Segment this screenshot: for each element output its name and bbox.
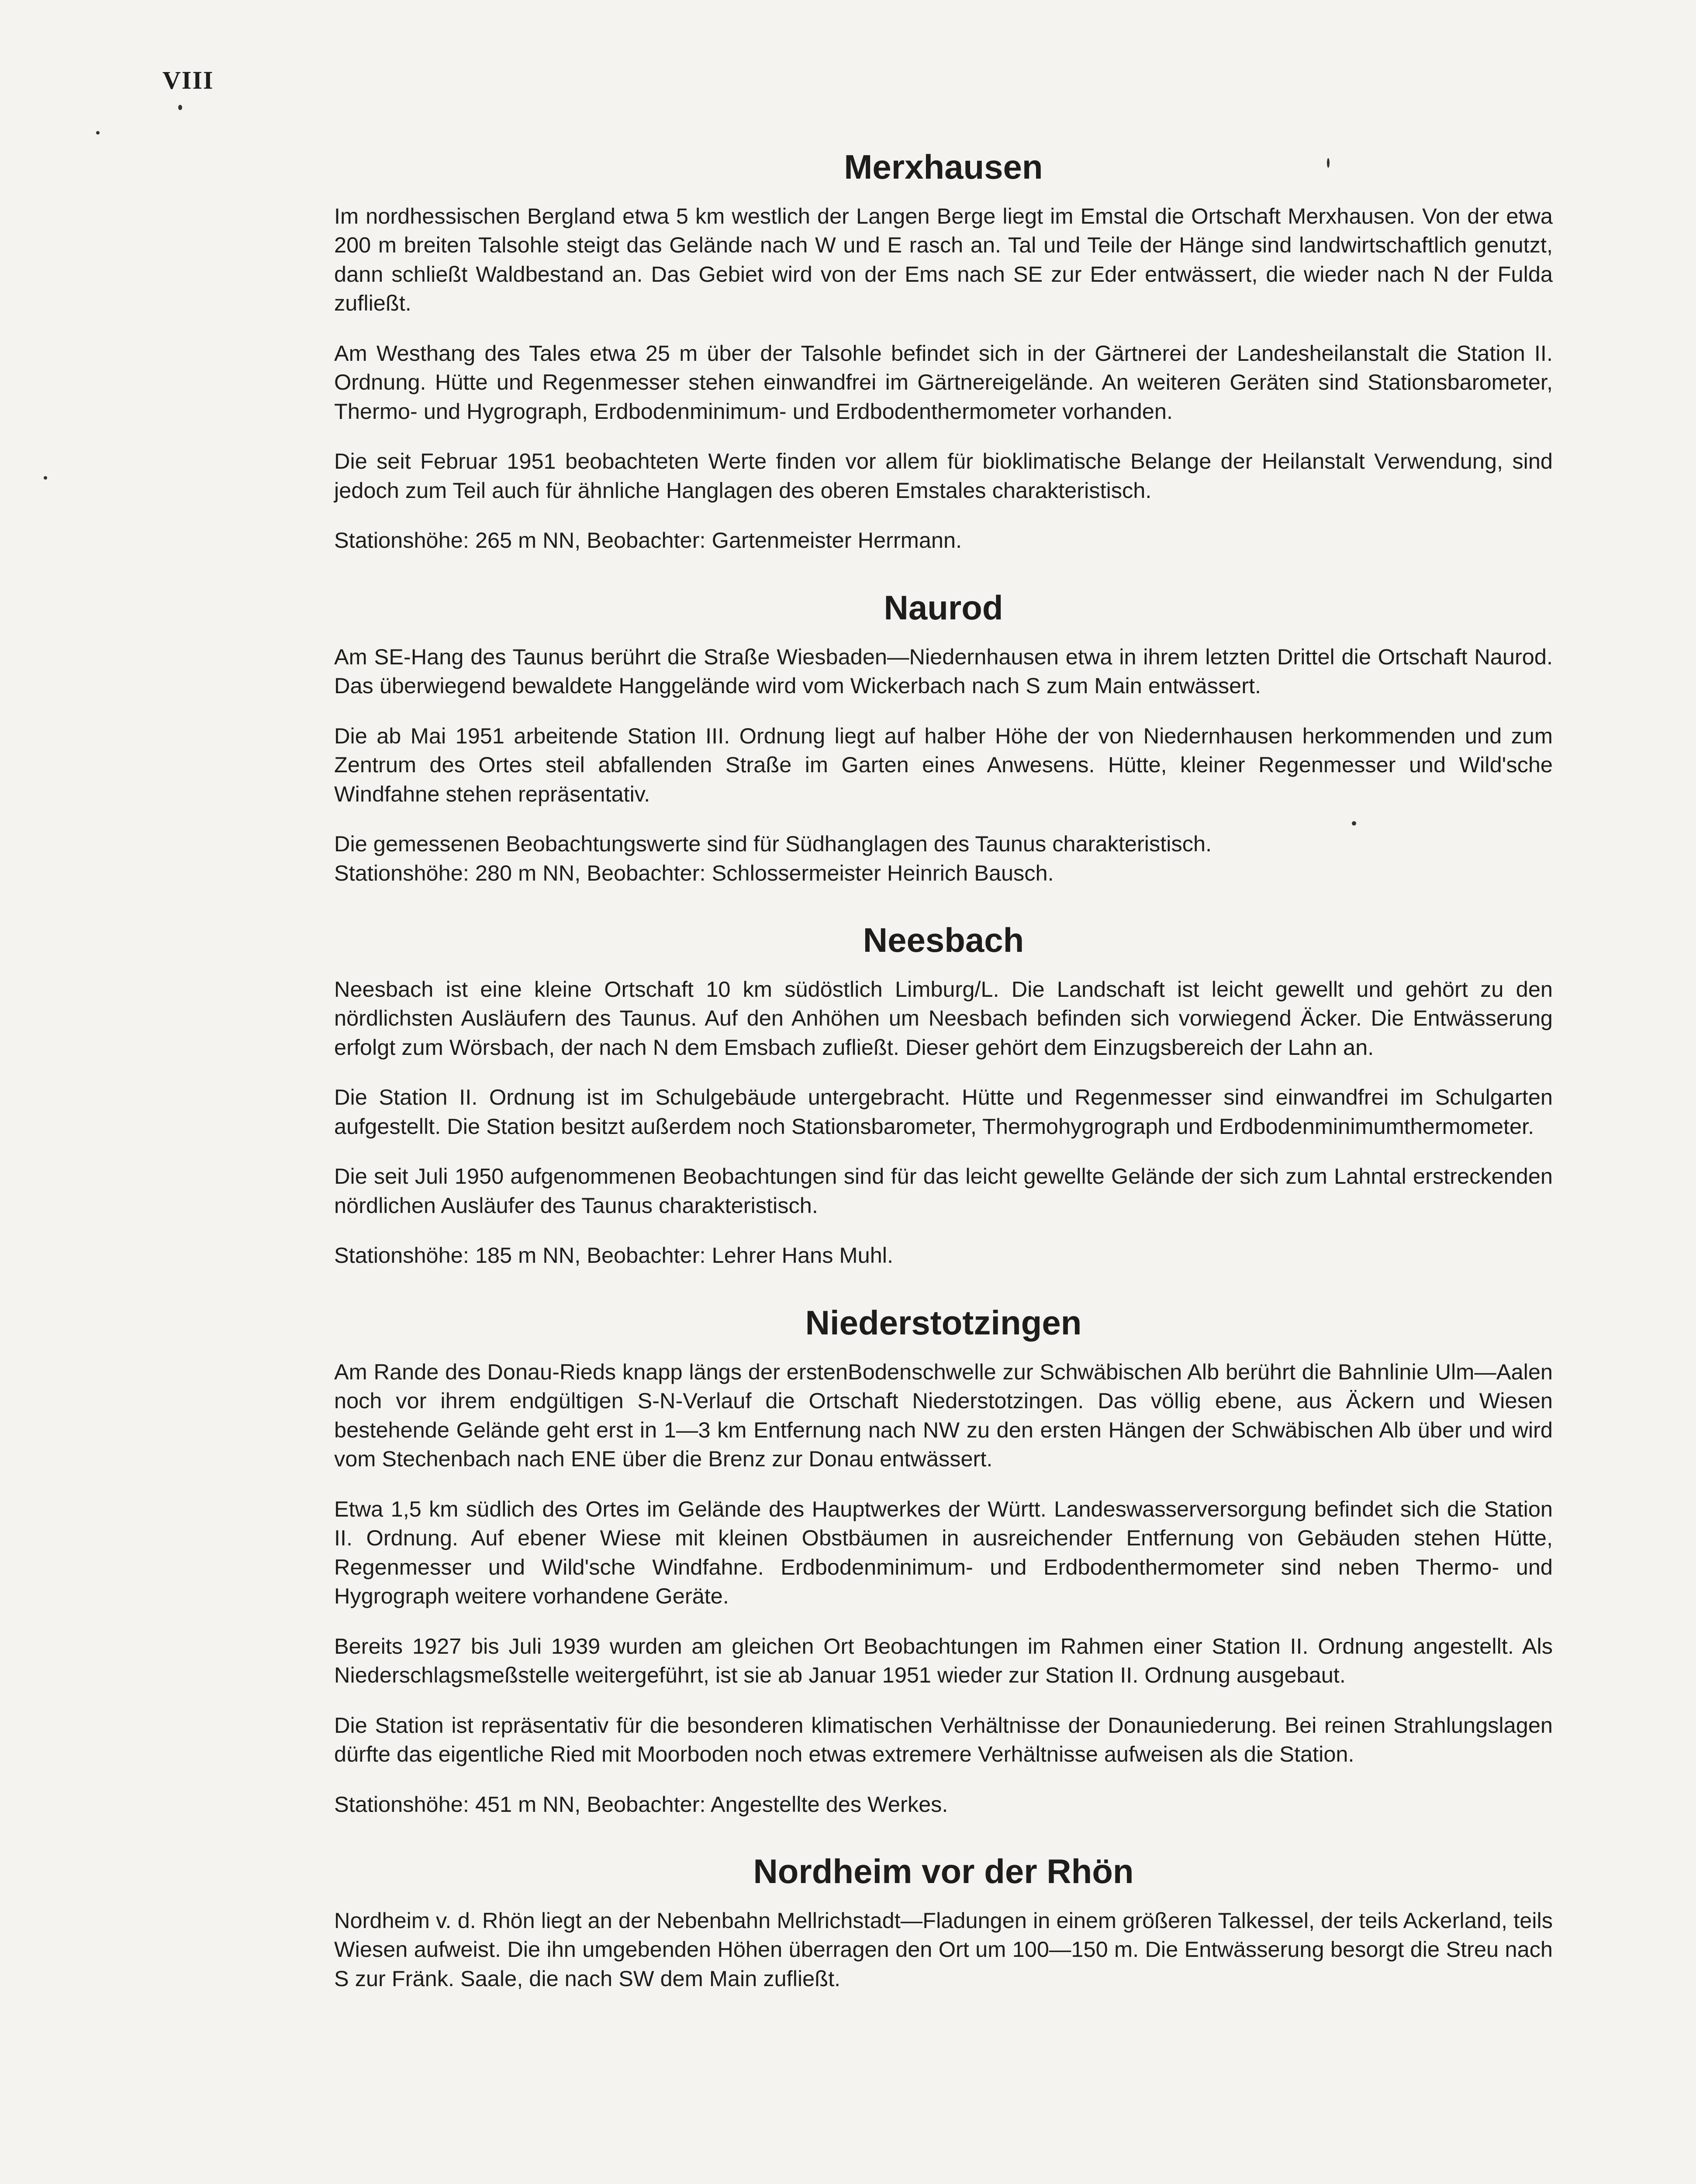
paragraph: Am Westhang des Tales etwa 25 m über der Talsohle befindet sich in der Gärtnerei der Landesheilanstalt die Station II. Ordnung. Hütte und Regenmesser stehen einwandfrei im Gärtnereigelände. An weiteren Geräten sind Stationsbarometer, Thermo- und Hygrograph, Erdbodenminimum- und Erdbodenthermometer vorhanden. xyxy=(334,340,1553,424)
section-title: Merxhausen xyxy=(844,148,1043,186)
page-number: VIII xyxy=(162,66,214,94)
section-title: Neesbach xyxy=(863,921,1024,960)
section-merxhausen xyxy=(334,149,1553,555)
paragraph: Die Station II. Ordnung ist im Schulgebäude untergebracht. Hütte und Regenmesser sind einwandfrei im Schulgarten aufgestellt. Die Station besitzt außerdem noch Stationsbarometer, Thermohygrograph und Erdbodenminimumthermometer. xyxy=(334,1085,1553,1139)
paragraph: Bereits 1927 bis Juli 1939 wurden am gleichen Ort Beobachtungen im Rahmen einer Station II. Ordnung angestellt. Als Niederschlagsmeßstelle weitergeführt, ist sie ab Januar 1951 wieder zur Station II. Ordnung ausgebaut. xyxy=(334,1633,1553,1688)
section-neesbach xyxy=(334,922,1553,1270)
paragraph: Etwa 1,5 km südlich des Ortes im Gelände des Hauptwerkes der Württ. Landeswasserversorgung befindet sich die Station II. Ordnung. Auf ebener Wiese mit kleinen Obstbäumen in ausreichender Entfernung von Gebäuden stehen Hütte, Regenmesser und Wild'sche Windfahne. Erdbodenminimum- und Erdbodenthermometer sind neben Thermo- und Hygrograph weitere vorhandene Geräte. xyxy=(334,1496,1553,1609)
paragraph: Die gemessenen Beobachtungswerte sind für Südhanglagen des Taunus charakteristisch. xyxy=(334,831,1212,857)
paragraph: Die seit Juli 1950 aufgenommenen Beobachtungen sind für das leicht gewellte Gelände der sich zum Lahntal erstreckenden nördlichen Ausläufer des Taunus charakteristisch. xyxy=(334,1164,1553,1218)
paragraph: Stationshöhe: 185 m NN, Beobachter: Lehrer Hans Muhl. xyxy=(334,1243,894,1268)
paragraph: Am SE-Hang des Taunus berührt die Straße Wiesbaden—Niedernhausen etwa in ihrem letzten Drittel die Ortschaft Naurod. Das überwiegend bewaldete Hanggelände wird vom Wickerbach nach S zum Main entwässert. xyxy=(334,644,1553,698)
section-naurod xyxy=(334,589,1553,888)
paragraph: Neesbach ist eine kleine Ortschaft 10 km südöstlich Limburg/L. Die Landschaft ist leicht gewellt und gehört zu den nördlichsten Ausläufern des Taunus. Auf den Anhöhen um Neesbach befinden sich vorwiegend Äcker. Die Entwässerung erfolgt zum Wörsbach, der nach N dem Emsbach zufließt. Dieser gehört dem Einzugsbereich der Lahn an. xyxy=(334,976,1553,1060)
section-title: Nordheim vor der Rhön xyxy=(753,1852,1134,1891)
scan-speck xyxy=(96,131,100,135)
paragraph: Im nordhessischen Bergland etwa 5 km westlich der Langen Berge liegt im Emstal die Ortschaft Merxhausen. Von der etwa 200 m breiten Talsohle steigt das Gelände nach W und E rasch an. Tal und Teile der Hänge sind landwirtschaftlich genutzt, dann schließt Waldbestand an. Das Gebiet wird von der Ems nach SE zur Eder entwässert, die wieder nach N der Fulda zufließt. xyxy=(334,203,1553,316)
scan-speck xyxy=(44,476,47,480)
paragraph: Die seit Februar 1951 beobachteten Werte finden vor allem für bioklimatische Belange der Heilanstalt Verwendung, sind jedoch zum Teil auch für ähnliche Hanglagen des oberen Emstales charakteristisch. xyxy=(334,449,1553,503)
section-title: Niederstotzingen xyxy=(805,1303,1082,1342)
paragraph: Am Rande des Donau-Rieds knapp längs der erstenBodenschwelle zur Schwäbischen Alb berührt die Bahnlinie Ulm—Aalen noch vor ihrem endgültigen S-N-Verlauf die Ortschaft Niederstotzingen. Das völlig ebene, aus Äckern und Wiesen bestehende Gelände geht erst in 1—3 km Entfernung nach NW zu den ersten Hängen der Schwäbischen Alb über und wird vom Stechenbach nach ENE über die Brenz zur Donau entwässert. xyxy=(334,1359,1553,1472)
paragraph: Nordheim v. d. Rhön liegt an der Nebenbahn Mellrichstadt—Fladungen in einem größeren Talkessel, der teils Ackerland, teils Wiesen aufweist. Die ihn umgebenden Höhen überragen den Ort um 100—150 m. Die Entwässerung besorgt die Streu nach S zur Fränk. Saale, die nach SW dem Main zufließt. xyxy=(334,1908,1553,1991)
paragraph: Stationshöhe: 265 m NN, Beobachter: Gartenmeister Herrmann. xyxy=(334,528,962,553)
scan-speck xyxy=(178,105,182,110)
section-title: Naurod xyxy=(884,588,1003,627)
scan-speck xyxy=(1352,821,1356,826)
paragraph: Stationshöhe: 451 m NN, Beobachter: Angestellte des Werkes. xyxy=(334,1791,948,1817)
page-content xyxy=(334,149,1553,1993)
section-niederstotzingen xyxy=(334,1304,1553,1819)
paragraph: Die ab Mai 1951 arbeitende Station III. Ordnung liegt auf halber Höhe der von Niedernhausen herkommenden und zum Zentrum des Ortes steil abfallenden Straße im Garten eines Anwesens. Hütte, kleiner Regenmesser und Wild'sche Windfahne stehen repräsentativ. xyxy=(334,723,1553,806)
paragraph: Die Station ist repräsentativ für die besonderen klimatischen Verhältnisse der Donauniederung. Bei reinen Strahlungslagen dürfte das eigentliche Ried mit Moorboden noch etwas extremere Verhältnisse aufweisen als die Station. xyxy=(334,1712,1553,1767)
section-nordheim xyxy=(334,1853,1553,1993)
scan-speck xyxy=(1327,158,1330,168)
paragraph: Stationshöhe: 280 m NN, Beobachter: Schlossermeister Heinrich Bausch. xyxy=(334,860,1054,885)
